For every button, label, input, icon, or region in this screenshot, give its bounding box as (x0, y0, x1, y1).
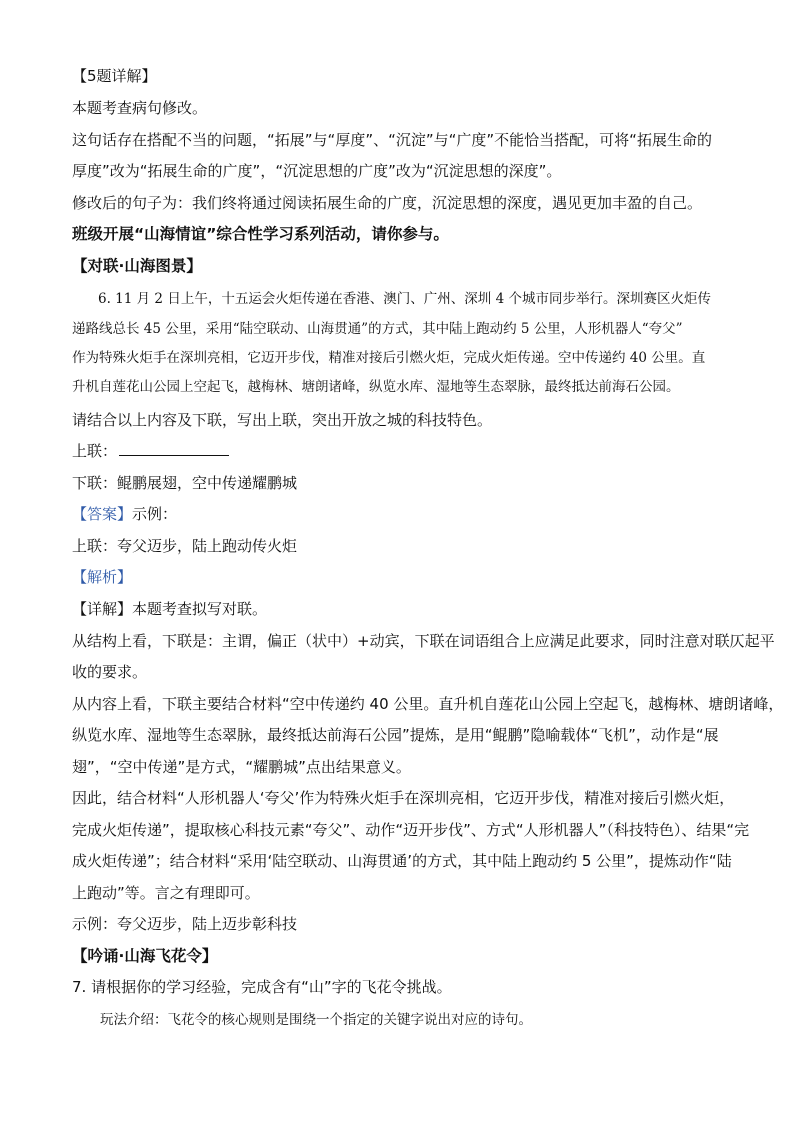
material-line-3: 作为特殊火炬手在深圳亮相，它迈开步伐，精准对接后引燃火炬，完成火炬传递。空中传递约 40 公里。直 (72, 350, 706, 366)
question-7: 7. 请根据你的学习经验，完成含有“山”字的飞花令挑战。 (72, 978, 452, 996)
lower-couplet: 下联：鲲鹏展翅，空中传递耀鹏城 (72, 474, 298, 492)
content-line-1: 从内容上看，下联主要结合材料“空中传递约 40 公里。直升机自莲花山公园上空起飞，越梅林、塘朗诸峰， (72, 695, 784, 713)
material-line-4: 升机自莲花山公园上空起飞，越梅林、塘朗诸峰，纵览水库、湿地等生态翠脉，最终抵达前海石公园。 (72, 379, 680, 395)
couplet-heading: 【对联·山海图景】 (72, 257, 202, 275)
answer-tag: 【答案】 (72, 505, 133, 523)
content-line-2: 纵览水库、湿地等生态翠脉，最终抵达前海石公园”提炼，是用“鲲鹏”隐喻载体“飞机”，动作是“展 (72, 726, 719, 744)
therefore-line-2: 完成火炬传递”，提取核心科技元素“夸父”、动作“迈开步伐”、方式“人形机器人”（科技特色）、结果“完 (72, 821, 750, 839)
material-line-2: 递路线总长 45 公里，采用“陆空联动、山海贯通”的方式，其中陆上跑动约 5 公里，人形机器人“夸父” (72, 321, 683, 337)
therefore-line-3: 成火炬传递”；结合材料“采用‘陆空联动、山海贯通’的方式，其中陆上跑动约 5 公里”，提炼动作“陆 (72, 852, 732, 870)
upper-couplet-label: 上联： (72, 442, 118, 460)
therefore-line-4: 上跑动”等。言之有理即可。 (72, 884, 260, 902)
detail-heading: 【详解】本题考查拟写对联。 (72, 600, 268, 618)
structure-line-2: 收的要求。 (72, 663, 148, 681)
material-line-1: 6. 11 月 2 日上午，十五运会火炬传递在香港、澳门、广州、深圳 4 个城市同步举行。深圳赛区火炬传 (98, 291, 711, 307)
couplet-prompt: 请结合以上内容及下联，写出上联，突出开放之城的科技特色。 (72, 411, 493, 429)
analysis-tag: 【解析】 (72, 568, 133, 586)
upper-couplet-line (72, 441, 732, 461)
poem-heading: 【吟诵·山海飞花令】 (72, 947, 218, 965)
structure-line-1: 从结构上看，下联是：主谓，偏正（状中）+动宾，下联在词语组合上应满足此要求，同时注意对联仄起平 (72, 632, 775, 650)
q5-paragraph-3: 修改后的句子为：我们终将通过阅读拓展生命的广度，沉淀思想的深度，遇见更加丰盈的自己。 (72, 194, 703, 212)
answer-suffix: 示例： (132, 505, 178, 523)
q5-paragraph-1: 本题考查病句修改。 (72, 99, 208, 117)
flying-flower-rules: 玩法介绍：飞花令的核心规则是围绕一个指定的关键字说出对应的诗句。 (100, 1012, 532, 1028)
activity-intro: 班级开展“山海情谊”综合性学习系列活动，请你参与。 (72, 225, 449, 243)
q5-heading: 【5题详解】 (72, 67, 157, 85)
example-line: 示例：夸父迈步，陆上迈步彰科技 (72, 915, 298, 933)
upper-couplet-blank (119, 441, 229, 456)
therefore-line-1: 因此，结合材料“人形机器人‘夸父’作为特殊火炬手在深圳亮相，它迈开步伐，精准对接后引燃火炬， (72, 789, 735, 807)
q5-paragraph-2-line-1: 这句话存在搭配不当的问题，“拓展”与“厚度”、“沉淀”与“广度”不能恰当搭配，可将“拓展生命的 (72, 131, 712, 149)
answer-line (72, 504, 732, 524)
content-line-3: 翅”，“空中传递”是方式，“耀鹏城”点出结果意义。 (72, 758, 411, 776)
q5-paragraph-2-line-2: 厚度”改为“拓展生命的广度”，“沉淀思想的广度”改为“沉淀思想的深度”。 (72, 162, 562, 180)
answer-text: 上联：夸父迈步，陆上跑动传火炬 (72, 537, 298, 555)
